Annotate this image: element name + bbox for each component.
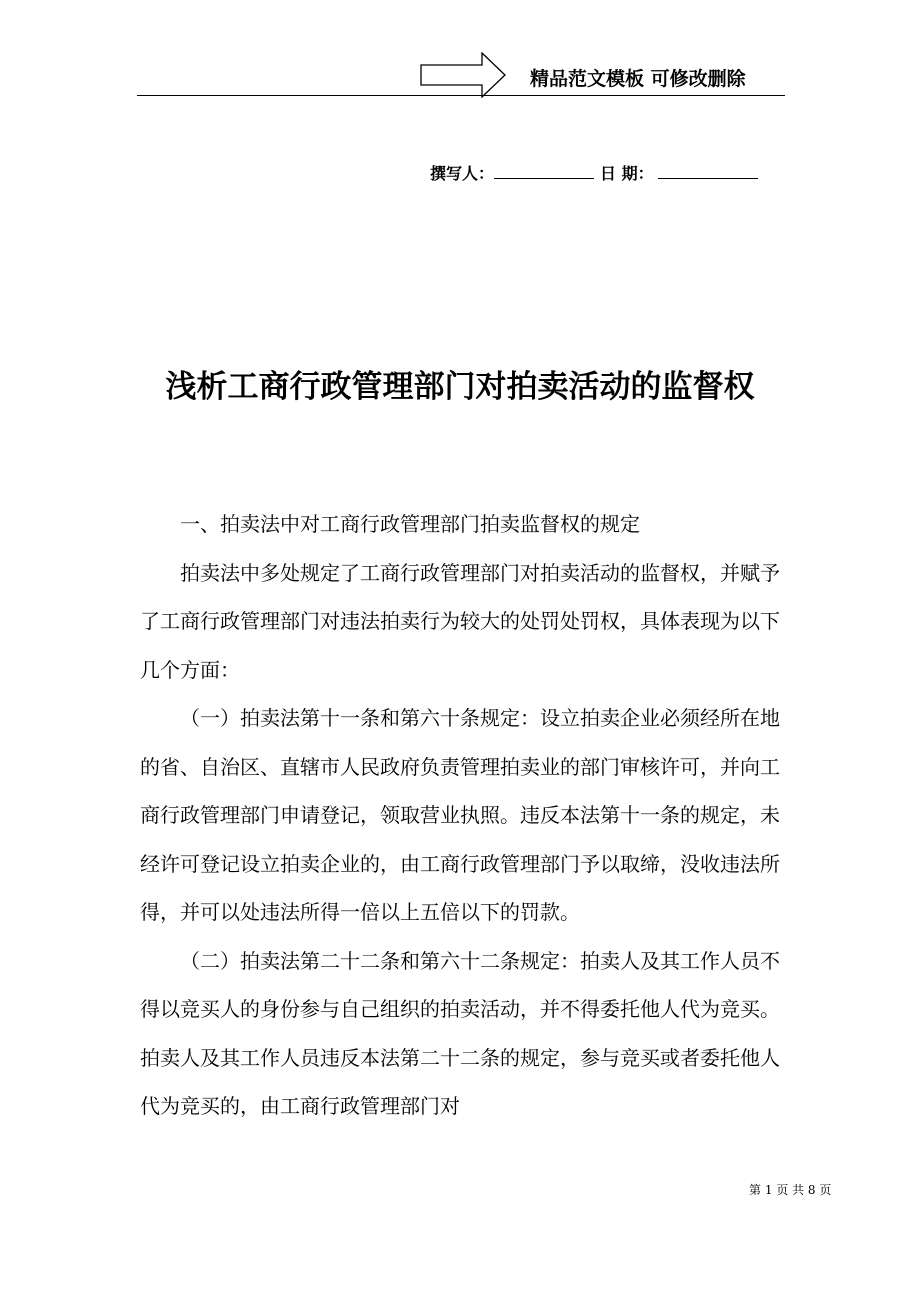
date-blank-field[interactable] bbox=[658, 160, 758, 179]
section-heading: 一、拍卖法中对工商行政管理部门拍卖监督权的规定 bbox=[180, 512, 640, 536]
header-template-label: 精品范文模板 可修改删除 bbox=[530, 68, 746, 90]
right-arrow-icon bbox=[420, 52, 506, 98]
author-label: 撰写人： bbox=[430, 164, 495, 183]
body-paragraph: （二）拍卖法第二十二条和第六十二条规定：拍卖人及其工作人员不得以竞买人的身份参与自己组织的拍卖活动，并不得委托他人代为竞买。拍卖人及其工作人员违反本法第二十二条的规定，参与竞买或者委托他人代为竞买的，由工商行政管理部门对 bbox=[140, 948, 780, 1118]
date-label: 日 期： bbox=[600, 164, 654, 183]
document-body bbox=[140, 500, 780, 1131]
author-blank-field[interactable] bbox=[494, 160, 594, 179]
page-number: 第 1 页 共 8 页 bbox=[749, 1183, 832, 1197]
body-paragraph: （一）拍卖法第十一条和第六十条规定：设立拍卖企业必须经所在地的省、自治区、直辖市人民政府负责管理拍卖业的部门审核许可，并向工商行政管理部门申请登记，领取营业执照。违反本法第十一条的规定，未经许可登记设立拍卖企业的，由工商行政管理部门予以取缔，没收违法所得，并可以处违法所得一倍以上五倍以下的罚款。 bbox=[140, 706, 780, 924]
header-divider bbox=[137, 95, 785, 96]
body-paragraph: 拍卖法中多处规定了工商行政管理部门对拍卖活动的监督权，并赋予了工商行政管理部门对违法拍卖行为较大的处罚处罚权，具体表现为以下几个方面： bbox=[140, 560, 780, 682]
document-title: 浅析工商行政管理部门对拍卖活动的监督权 bbox=[165, 369, 755, 405]
author-date-row bbox=[430, 160, 785, 186]
